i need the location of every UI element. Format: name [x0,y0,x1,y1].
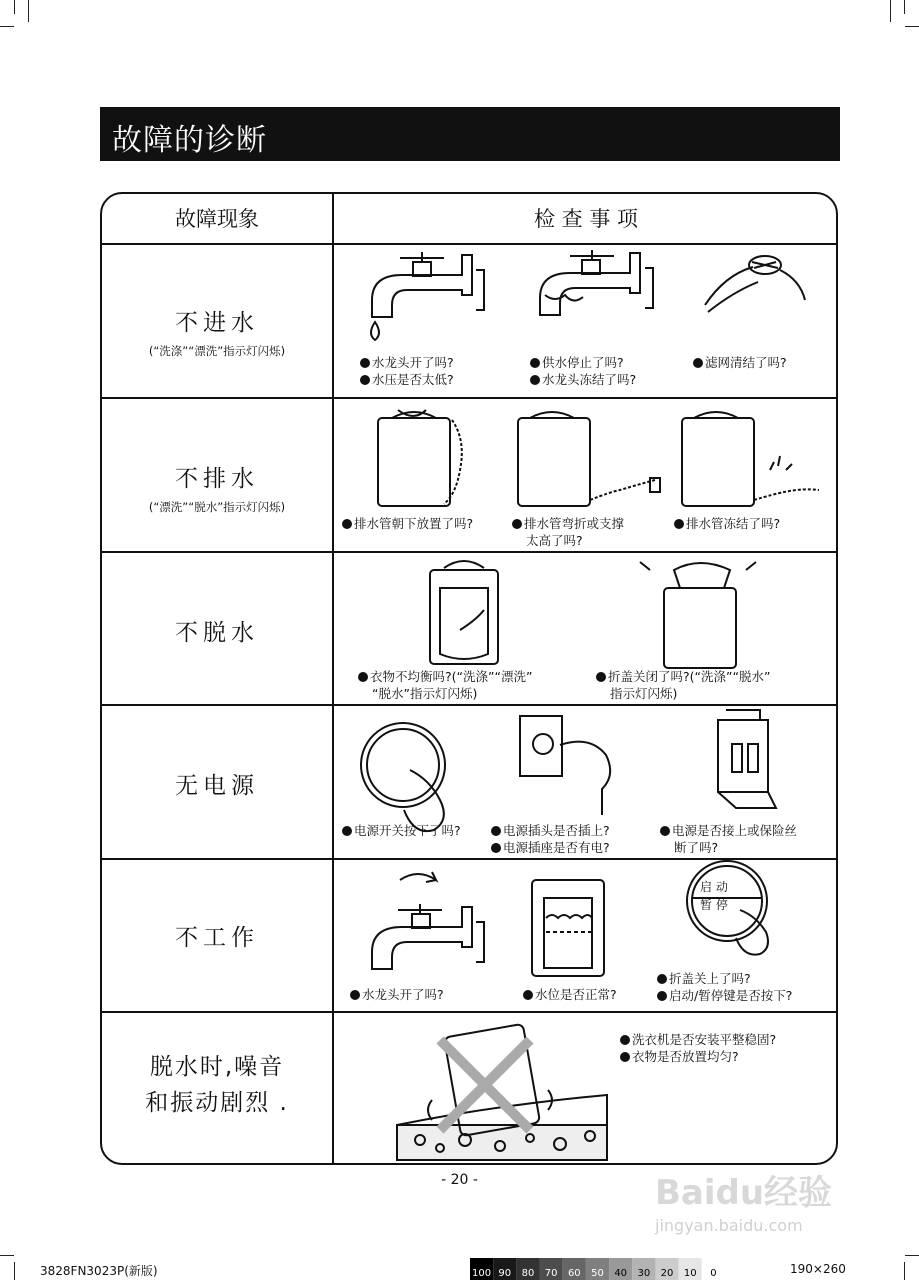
page-number: - 20 - [441,1172,478,1188]
fuse-box-icon [718,710,776,808]
grayscale-label: 0 [710,1268,717,1279]
washer-on-slope-icon [397,1024,607,1160]
symptom-label: 无电源 [175,773,259,799]
check-item [512,515,624,549]
check-text: 水龙头开了吗? [372,355,454,370]
check-text: 太高了吗? [526,533,583,548]
frozen-faucet-icon [540,250,653,315]
washer-lid-open-icon [640,562,756,668]
power-button-icon [361,723,445,831]
footer-code: 3828FN3023P(新版) [40,1264,158,1278]
check-item [523,986,617,1003]
check-text: 折盖关闭了吗?(“洗涤”“脱水” [608,669,771,684]
check-text: 启动/暂停键是否按下? [669,988,793,1003]
check-text: 排水管朝下放置了吗? [354,516,474,531]
check-text: 洗衣机是否安装平整稳固? [632,1032,777,1047]
check-item [596,668,770,702]
check-item [342,515,473,532]
grayscale-label: 50 [591,1268,604,1279]
check-text: “脱水”指示灯闪烁) [372,686,478,701]
check-item [657,970,792,1004]
grayscale-label: 90 [498,1268,512,1279]
check-item [358,668,532,702]
washer-hose-frozen-icon [682,412,819,506]
filter-screen-icon [705,256,805,312]
grayscale-label: 70 [544,1268,558,1279]
check-text: 衣物是否放置均匀? [632,1049,739,1064]
grayscale-label: 40 [614,1268,628,1279]
check-text: 断了吗? [674,840,719,855]
footer-size: 190×260 [790,1262,846,1276]
check-text: 供水停止了吗? [542,355,624,370]
start-button-label: 启 动 [700,880,728,894]
watermark-brand: Baidu经验 [655,1173,833,1213]
page-title: 故障的诊断 [112,123,267,158]
grayscale-label: 100 [472,1268,492,1279]
check-text: 排水管冻结了吗? [686,516,781,531]
symptom-note: (“洗涤”“漂洗”指示灯闪烁) [148,344,286,358]
check-item [660,822,797,856]
check-item [693,354,787,371]
check-item [342,822,461,839]
check-item [350,986,444,1003]
check-text: 水龙头开了吗? [362,987,444,1002]
power-plug-socket-icon [520,716,610,815]
faucet-icon [371,252,484,340]
watermark [655,1165,865,1245]
washer-water-level-icon [532,880,604,976]
check-text: 水位是否正常? [535,987,617,1002]
check-text: 电源开关按下了吗? [354,823,461,838]
header-symptom: 故障现象 [175,207,259,231]
symptom-note: (“漂洗”“脱水”指示灯闪烁) [148,500,286,514]
symptom-label-line: 和振动剧烈 . [145,1090,289,1116]
symptom-label: 不排水 [175,466,259,492]
check-item [530,354,636,388]
faucet-turn-on-icon [372,872,484,969]
watermark-url: jingyan.baidu.com [655,1216,803,1235]
grayscale-label: 20 [660,1268,674,1279]
check-text: 水龙头冻结了吗? [542,372,637,387]
check-text: 排水管弯折或支撑 [524,516,625,531]
check-text: 水压是否太低? [372,372,454,387]
check-text: 滤网清结了吗? [705,355,787,370]
grayscale-label: 30 [637,1268,651,1279]
check-text: 电源是否接上或保险丝 [672,823,798,838]
check-item [491,822,610,856]
check-text: 电源插头是否插上? [503,823,610,838]
check-item [620,1031,776,1065]
header-check: 检 查 事 项 [533,207,639,231]
check-text: 衣物不均衡吗?(“洗涤”“漂洗” [370,669,533,684]
check-text: 电源插座是否有电? [503,840,610,855]
check-text: 指示灯闪烁) [610,686,678,701]
washer-unbalanced-icon [430,561,498,664]
symptom-label: 不工作 [175,925,259,951]
grayscale-label: 60 [567,1268,581,1279]
pause-button-label: 暂 停 [700,898,728,912]
symptom-label: 不进水 [175,310,259,336]
grayscale-label: 10 [683,1268,697,1279]
symptom-label: 不脱水 [175,620,259,646]
check-text: 折盖关上了吗? [669,971,751,986]
washer-drain-down-icon [378,410,462,506]
check-item [360,354,454,388]
grayscale-bar [470,1258,725,1280]
washer-hose-bent-icon [518,412,660,506]
check-item [674,515,780,532]
symptom-label-line: 脱水时,噪音 [149,1054,285,1080]
grayscale-label: 80 [521,1268,535,1279]
